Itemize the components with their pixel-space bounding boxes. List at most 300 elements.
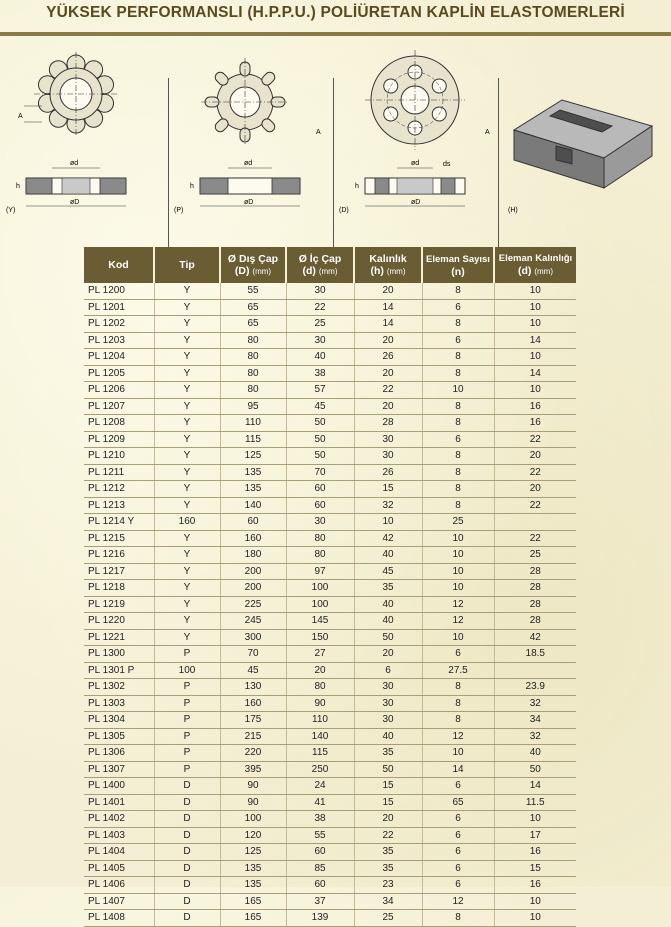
table-cell: 220 bbox=[220, 745, 286, 762]
table-cell: Y bbox=[154, 481, 220, 498]
table-row bbox=[84, 481, 576, 498]
table-cell: 10 bbox=[422, 563, 494, 580]
table-cell: 225 bbox=[220, 596, 286, 613]
table-cell: 80 bbox=[220, 332, 286, 349]
table-cell: 10 bbox=[422, 580, 494, 597]
table-cell: 20 bbox=[354, 646, 422, 663]
diagram-p bbox=[170, 38, 330, 216]
table-cell: 45 bbox=[354, 563, 422, 580]
table-cell: Y bbox=[154, 580, 220, 597]
table-cell: 14 bbox=[494, 332, 576, 349]
table-cell: 125 bbox=[220, 448, 286, 465]
table-cell: 12 bbox=[422, 728, 494, 745]
table-cell: 6 bbox=[422, 431, 494, 448]
table-cell: 160 bbox=[220, 695, 286, 712]
diagram-y-label-h: h bbox=[16, 183, 20, 190]
table-cell: Y bbox=[154, 448, 220, 465]
diagram-p-label-d: ød bbox=[244, 160, 253, 167]
table-cell: 139 bbox=[286, 910, 354, 927]
diagram-h-drawing bbox=[500, 38, 668, 216]
divider bbox=[498, 78, 499, 250]
table-cell: 80 bbox=[286, 530, 354, 547]
table-cell: PL 1218 bbox=[84, 580, 154, 597]
table-cell: PL 1303 bbox=[84, 695, 154, 712]
table-cell: 30 bbox=[286, 332, 354, 349]
table-cell: 55 bbox=[220, 283, 286, 299]
table-cell: 100 bbox=[154, 662, 220, 679]
table-cell: 110 bbox=[220, 415, 286, 432]
table-cell: 8 bbox=[422, 712, 494, 729]
title-underline bbox=[0, 32, 671, 36]
table-cell: 22 bbox=[354, 382, 422, 399]
table-cell: PL 1203 bbox=[84, 332, 154, 349]
table-cell: D bbox=[154, 794, 220, 811]
table-cell: PL 1407 bbox=[84, 893, 154, 910]
divider bbox=[333, 78, 334, 250]
table-cell: 20 bbox=[354, 332, 422, 349]
table-cell: 22 bbox=[494, 530, 576, 547]
table-row bbox=[84, 332, 576, 349]
table-cell: PL 1302 bbox=[84, 679, 154, 696]
table-cell: PL 1220 bbox=[84, 613, 154, 630]
table-cell: PL 1307 bbox=[84, 761, 154, 778]
table-cell: 110 bbox=[286, 712, 354, 729]
table-cell: 30 bbox=[286, 283, 354, 299]
table-cell: PL 1210 bbox=[84, 448, 154, 465]
table-cell: 30 bbox=[354, 712, 422, 729]
table-cell: 8 bbox=[422, 283, 494, 299]
table-cell: 17 bbox=[494, 827, 576, 844]
table-cell: 40 bbox=[354, 728, 422, 745]
table-cell: 25 bbox=[286, 316, 354, 333]
table-cell: 200 bbox=[220, 580, 286, 597]
table-row bbox=[84, 530, 576, 547]
table-cell: 22 bbox=[494, 464, 576, 481]
table-cell: 16 bbox=[494, 877, 576, 894]
table-cell: 95 bbox=[220, 398, 286, 415]
table-cell: 10 bbox=[494, 811, 576, 828]
table-cell: 250 bbox=[286, 761, 354, 778]
table-cell: 14 bbox=[354, 299, 422, 316]
table-cell: 165 bbox=[220, 893, 286, 910]
table-row bbox=[84, 563, 576, 580]
table-cell: 16 bbox=[494, 398, 576, 415]
table-cell: PL 1207 bbox=[84, 398, 154, 415]
table-cell: PL 1202 bbox=[84, 316, 154, 333]
table-cell: D bbox=[154, 811, 220, 828]
table-cell: PL 1305 bbox=[84, 728, 154, 745]
table-cell: 22 bbox=[354, 827, 422, 844]
table-cell: 30 bbox=[354, 431, 422, 448]
table-cell: Y bbox=[154, 316, 220, 333]
table-cell: 20 bbox=[494, 448, 576, 465]
table-cell: 57 bbox=[286, 382, 354, 399]
diagram-p-label-a: A bbox=[316, 129, 321, 136]
header-eleman-kalinligi: Eleman Kalınlığı (d) (mm) bbox=[494, 247, 576, 283]
table-cell: 16 bbox=[494, 844, 576, 861]
table-cell: 15 bbox=[354, 481, 422, 498]
table-row bbox=[84, 877, 576, 894]
table-row bbox=[84, 349, 576, 366]
table-cell: 35 bbox=[354, 580, 422, 597]
table-cell: PL 1404 bbox=[84, 844, 154, 861]
table-cell: 6 bbox=[422, 844, 494, 861]
table-cell: 50 bbox=[494, 761, 576, 778]
table-cell: P bbox=[154, 679, 220, 696]
table-cell: 395 bbox=[220, 761, 286, 778]
table-cell: 10 bbox=[494, 382, 576, 399]
table-row bbox=[84, 745, 576, 762]
table-cell: 200 bbox=[220, 563, 286, 580]
table-cell: Y bbox=[154, 497, 220, 514]
table-cell: 60 bbox=[286, 481, 354, 498]
table-cell: PL 1212 bbox=[84, 481, 154, 498]
table-cell: Y bbox=[154, 431, 220, 448]
table-cell: 8 bbox=[422, 398, 494, 415]
table-cell: 10 bbox=[494, 316, 576, 333]
table-cell: 160 bbox=[220, 530, 286, 547]
table-cell: 135 bbox=[220, 481, 286, 498]
table-row bbox=[84, 844, 576, 861]
table-cell: Y bbox=[154, 613, 220, 630]
table-cell: 20 bbox=[354, 365, 422, 382]
table-cell: PL 1400 bbox=[84, 778, 154, 795]
diagrams-area bbox=[0, 38, 671, 216]
table-cell: PL 1401 bbox=[84, 794, 154, 811]
table-cell: 80 bbox=[286, 679, 354, 696]
table-cell: 8 bbox=[422, 365, 494, 382]
table-cell: P bbox=[154, 712, 220, 729]
diagram-h bbox=[500, 38, 668, 216]
table-cell: PL 1301 P bbox=[84, 662, 154, 679]
table-cell: 25 bbox=[422, 514, 494, 531]
table-row bbox=[84, 613, 576, 630]
table-row bbox=[84, 860, 576, 877]
table-cell: 28 bbox=[494, 580, 576, 597]
table-cell: PL 1300 bbox=[84, 646, 154, 663]
table-cell: 38 bbox=[286, 365, 354, 382]
table-cell: 28 bbox=[494, 596, 576, 613]
table-cell: 6 bbox=[422, 332, 494, 349]
table-cell: 32 bbox=[354, 497, 422, 514]
table-cell: 16 bbox=[494, 415, 576, 432]
table-cell: PL 1200 bbox=[84, 283, 154, 299]
table-cell: 145 bbox=[286, 613, 354, 630]
table-row bbox=[84, 382, 576, 399]
table-cell: 55 bbox=[286, 827, 354, 844]
table-cell: 35 bbox=[354, 844, 422, 861]
table-cell: 14 bbox=[354, 316, 422, 333]
table-cell: 6 bbox=[422, 778, 494, 795]
table-cell: PL 1206 bbox=[84, 382, 154, 399]
table-cell: 80 bbox=[220, 382, 286, 399]
table-row bbox=[84, 497, 576, 514]
table-cell: 50 bbox=[286, 415, 354, 432]
table-cell: 8 bbox=[422, 349, 494, 366]
table-cell: 10 bbox=[422, 547, 494, 564]
table-cell: 41 bbox=[286, 794, 354, 811]
table-cell: 35 bbox=[354, 745, 422, 762]
table-cell: PL 1221 bbox=[84, 629, 154, 646]
table-cell: D bbox=[154, 827, 220, 844]
table-cell: 14 bbox=[494, 778, 576, 795]
table-cell: 85 bbox=[286, 860, 354, 877]
table-cell: 140 bbox=[220, 497, 286, 514]
table-row bbox=[84, 893, 576, 910]
table-cell: 70 bbox=[220, 646, 286, 663]
table-row bbox=[84, 316, 576, 333]
table-cell: 34 bbox=[354, 893, 422, 910]
table-cell: PL 1214 Y bbox=[84, 514, 154, 531]
table-cell: 135 bbox=[220, 877, 286, 894]
diagram-p-label-dd: øD bbox=[244, 199, 254, 206]
table-cell: 300 bbox=[220, 629, 286, 646]
table-cell: 14 bbox=[422, 761, 494, 778]
table-cell: 40 bbox=[354, 613, 422, 630]
table-cell: 8 bbox=[422, 448, 494, 465]
table-cell: Y bbox=[154, 629, 220, 646]
table-cell: Y bbox=[154, 365, 220, 382]
table-row bbox=[84, 728, 576, 745]
table-row bbox=[84, 580, 576, 597]
table-row bbox=[84, 415, 576, 432]
header-ic-cap: Ø İç Çap (d) (mm) bbox=[286, 247, 354, 283]
diagram-d-drawing bbox=[335, 38, 495, 216]
table-cell: 23.9 bbox=[494, 679, 576, 696]
table-cell: 50 bbox=[354, 761, 422, 778]
table-cell: 14 bbox=[494, 365, 576, 382]
table-cell: 135 bbox=[220, 860, 286, 877]
diagram-y bbox=[4, 38, 164, 216]
table-cell: 215 bbox=[220, 728, 286, 745]
table-cell: P bbox=[154, 761, 220, 778]
table-cell: 20 bbox=[354, 811, 422, 828]
table-cell: 40 bbox=[354, 596, 422, 613]
table-cell: PL 1213 bbox=[84, 497, 154, 514]
table-cell: 97 bbox=[286, 563, 354, 580]
table-cell: 50 bbox=[286, 448, 354, 465]
table-cell: D bbox=[154, 860, 220, 877]
table-cell: 8 bbox=[422, 464, 494, 481]
table-row bbox=[84, 646, 576, 663]
table-cell: 42 bbox=[354, 530, 422, 547]
table-cell: 10 bbox=[494, 299, 576, 316]
table-cell: PL 1406 bbox=[84, 877, 154, 894]
diagram-h-tag: (H) bbox=[508, 207, 518, 214]
table-cell: 23 bbox=[354, 877, 422, 894]
table-cell: D bbox=[154, 893, 220, 910]
table-cell: PL 1217 bbox=[84, 563, 154, 580]
diagram-d-label-a: A bbox=[485, 129, 490, 136]
table-cell: 18.5 bbox=[494, 646, 576, 663]
diagram-p-tag: (P) bbox=[174, 207, 184, 214]
table-cell: 90 bbox=[220, 794, 286, 811]
table-row bbox=[84, 629, 576, 646]
table-row bbox=[84, 695, 576, 712]
table-cell: 100 bbox=[286, 580, 354, 597]
table-row bbox=[84, 778, 576, 795]
table-row bbox=[84, 811, 576, 828]
table-cell: 10 bbox=[494, 893, 576, 910]
diagram-y-label-d: ød bbox=[70, 160, 79, 167]
table-cell: 11.5 bbox=[494, 794, 576, 811]
table-cell: 30 bbox=[286, 514, 354, 531]
table-cell: 20 bbox=[354, 283, 422, 299]
table-cell: 38 bbox=[286, 811, 354, 828]
table-cell: PL 1208 bbox=[84, 415, 154, 432]
diagram-d-label-h: h bbox=[355, 183, 359, 190]
header-tip: Tip bbox=[154, 247, 220, 283]
diagram-d-label-d: ød bbox=[411, 160, 420, 167]
table-cell: 12 bbox=[422, 613, 494, 630]
spec-table bbox=[84, 247, 576, 927]
table-cell: PL 1219 bbox=[84, 596, 154, 613]
table-cell: Y bbox=[154, 398, 220, 415]
table-cell: PL 1216 bbox=[84, 547, 154, 564]
table-row bbox=[84, 662, 576, 679]
table-cell: Y bbox=[154, 415, 220, 432]
table-row bbox=[84, 283, 576, 299]
table-cell: PL 1304 bbox=[84, 712, 154, 729]
table-cell: 20 bbox=[354, 398, 422, 415]
table-cell: Y bbox=[154, 349, 220, 366]
table-cell: 60 bbox=[286, 877, 354, 894]
table-cell: 25 bbox=[354, 910, 422, 927]
table-cell: PL 1204 bbox=[84, 349, 154, 366]
table-cell: 6 bbox=[354, 662, 422, 679]
table-cell: 50 bbox=[354, 629, 422, 646]
table-row bbox=[84, 910, 576, 927]
table-cell: 28 bbox=[354, 415, 422, 432]
table-cell: 32 bbox=[494, 695, 576, 712]
diagram-p-label-h: h bbox=[190, 183, 194, 190]
table-cell: 100 bbox=[220, 811, 286, 828]
table-cell: 50 bbox=[286, 431, 354, 448]
table-cell: 40 bbox=[286, 349, 354, 366]
table-cell: PL 1215 bbox=[84, 530, 154, 547]
diagram-d bbox=[335, 38, 495, 216]
table-cell: D bbox=[154, 877, 220, 894]
diagram-y-tag: (Y) bbox=[6, 207, 16, 214]
table-cell: 32 bbox=[494, 728, 576, 745]
table-cell: Y bbox=[154, 382, 220, 399]
table-cell: Y bbox=[154, 596, 220, 613]
table-cell: 37 bbox=[286, 893, 354, 910]
table-cell: 20 bbox=[286, 662, 354, 679]
table-cell: 10 bbox=[494, 349, 576, 366]
table-cell: 65 bbox=[220, 316, 286, 333]
table-cell: 65 bbox=[422, 794, 494, 811]
table-cell: 30 bbox=[354, 679, 422, 696]
table-row bbox=[84, 679, 576, 696]
table-cell: 60 bbox=[220, 514, 286, 531]
table-cell: 20 bbox=[494, 481, 576, 498]
table-row bbox=[84, 761, 576, 778]
divider bbox=[168, 78, 169, 250]
table-cell: 10 bbox=[422, 382, 494, 399]
table-cell: 175 bbox=[220, 712, 286, 729]
table-row bbox=[84, 596, 576, 613]
table-cell: PL 1405 bbox=[84, 860, 154, 877]
table-cell: 160 bbox=[154, 514, 220, 531]
table-cell: 120 bbox=[220, 827, 286, 844]
table-cell: 90 bbox=[286, 695, 354, 712]
table-cell: Y bbox=[154, 283, 220, 299]
table-cell: 15 bbox=[354, 794, 422, 811]
table-cell: PL 1402 bbox=[84, 811, 154, 828]
table-cell: 35 bbox=[354, 860, 422, 877]
table-cell: 26 bbox=[354, 349, 422, 366]
table-cell: 165 bbox=[220, 910, 286, 927]
table-cell: PL 1408 bbox=[84, 910, 154, 927]
page-title: YÜKSEK PERFORMANSLI (H.P.P.U.) POLİÜRETAN KAPLİN ELASTOMERLERİ bbox=[46, 4, 625, 21]
table-cell: PL 1403 bbox=[84, 827, 154, 844]
table-cell: 26 bbox=[354, 464, 422, 481]
table-cell: D bbox=[154, 910, 220, 927]
table-cell: 6 bbox=[422, 299, 494, 316]
table-cell: Y bbox=[154, 530, 220, 547]
table-cell: D bbox=[154, 778, 220, 795]
diagram-d-tag: (D) bbox=[339, 207, 349, 214]
diagram-p-drawing bbox=[170, 38, 330, 216]
table-cell: 245 bbox=[220, 613, 286, 630]
table-cell: 80 bbox=[286, 547, 354, 564]
table-cell: PL 1205 bbox=[84, 365, 154, 382]
table-cell: Y bbox=[154, 299, 220, 316]
diagram-d-label-ds: ds bbox=[443, 161, 451, 168]
header-kod: Kod bbox=[84, 247, 154, 283]
table-cell: 8 bbox=[422, 415, 494, 432]
table-cell: 15 bbox=[494, 860, 576, 877]
table-cell: 6 bbox=[422, 811, 494, 828]
table-cell: 8 bbox=[422, 695, 494, 712]
table-cell: 45 bbox=[286, 398, 354, 415]
table-cell: 125 bbox=[220, 844, 286, 861]
table-cell: 8 bbox=[422, 497, 494, 514]
table-row bbox=[84, 398, 576, 415]
table-cell: 8 bbox=[422, 481, 494, 498]
table-cell: Y bbox=[154, 547, 220, 564]
table-cell: 90 bbox=[220, 778, 286, 795]
table-cell: 8 bbox=[422, 316, 494, 333]
table-cell: 24 bbox=[286, 778, 354, 795]
diagram-y-label-a: A bbox=[18, 113, 23, 120]
diagram-y-drawing bbox=[4, 38, 164, 216]
header-kalinlik: Kalınlık (h) (mm) bbox=[354, 247, 422, 283]
table-cell: 10 bbox=[422, 530, 494, 547]
table-cell: P bbox=[154, 695, 220, 712]
table-cell: 22 bbox=[286, 299, 354, 316]
table-row bbox=[84, 794, 576, 811]
table-cell: 6 bbox=[422, 827, 494, 844]
table-cell: 12 bbox=[422, 596, 494, 613]
table-cell: 10 bbox=[494, 910, 576, 927]
table-cell: 28 bbox=[494, 563, 576, 580]
header-dis-cap: Ø Dış Çap (D) (mm) bbox=[220, 247, 286, 283]
diagram-y-label-dd: øD bbox=[70, 199, 80, 206]
table-cell: 27 bbox=[286, 646, 354, 663]
table-cell: 10 bbox=[422, 629, 494, 646]
table-cell: 60 bbox=[286, 844, 354, 861]
table-cell: 100 bbox=[286, 596, 354, 613]
table-cell: 10 bbox=[354, 514, 422, 531]
table-header-row bbox=[84, 247, 576, 283]
table-row bbox=[84, 365, 576, 382]
table-cell: 140 bbox=[286, 728, 354, 745]
table-cell: 34 bbox=[494, 712, 576, 729]
table-cell: 60 bbox=[286, 497, 354, 514]
table-cell: 180 bbox=[220, 547, 286, 564]
